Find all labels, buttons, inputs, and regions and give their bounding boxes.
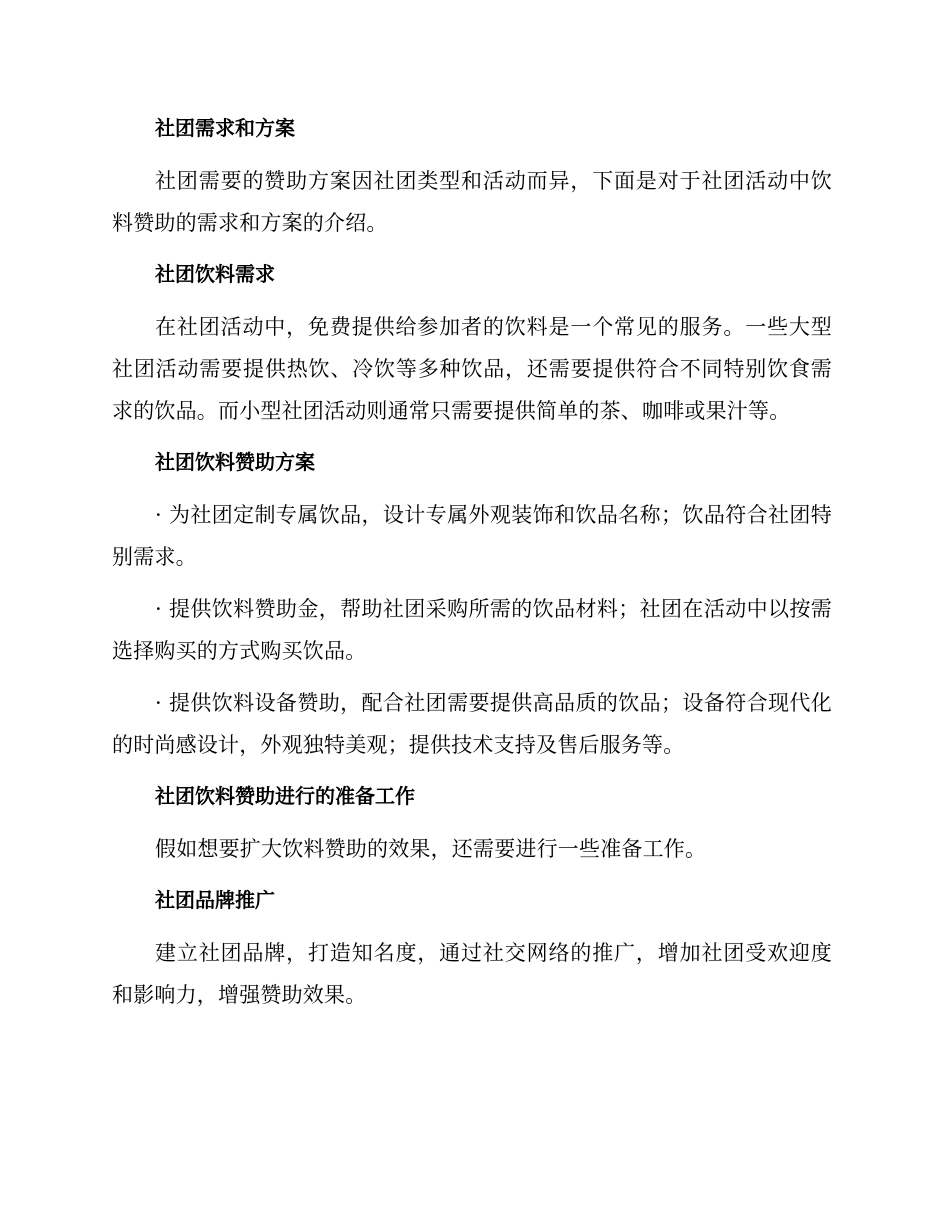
paragraph: 建立社团品牌，打造知名度，通过社交网络的推广，增加社团受欢迎度和影响力，增强赞助效果。 <box>112 941 832 1007</box>
paragraph: 社团需要的赞助方案因社团类型和活动而异，下面是对于社团活动中饮料赞助的需求和方案的介绍。 <box>112 169 832 235</box>
bullet-paragraph: · 提供饮料赞助金，帮助社团采购所需的饮品材料；社团在活动中以按需选择购买的方式购买饮品。 <box>112 597 832 663</box>
section-heading: 社团饮料赞助进行的准备工作 <box>155 784 415 808</box>
paragraph: 在社团活动中，免费提供给参加者的饮料是一个常见的服务。一些大型社团活动需要提供热饮、冷饮等多种饮品，还需要提供符合不同特别饮食需求的饮品。而小型社团活动则通常只需要提供简单的茶、咖啡或果汁等。 <box>112 315 832 423</box>
section-heading: 社团品牌推广 <box>155 888 275 912</box>
section-heading: 社团饮料赞助方案 <box>155 450 315 474</box>
document-page <box>112 108 832 1016</box>
bullet-paragraph: · 提供饮料设备赞助，配合社团需要提供高品质的饮品；设备符合现代化的时尚感设计，外观独特美观；提供技术支持及售后服务等。 <box>112 691 832 757</box>
paragraph: 假如想要扩大饮料赞助的效果，还需要进行一些准备工作。 <box>155 837 707 861</box>
section-heading: 社团饮料需求 <box>155 262 275 286</box>
bullet-paragraph: · 为社团定制专属饮品，设计专属外观装饰和饮品名称；饮品符合社团特别需求。 <box>112 503 832 569</box>
section-heading: 社团需求和方案 <box>155 116 295 140</box>
